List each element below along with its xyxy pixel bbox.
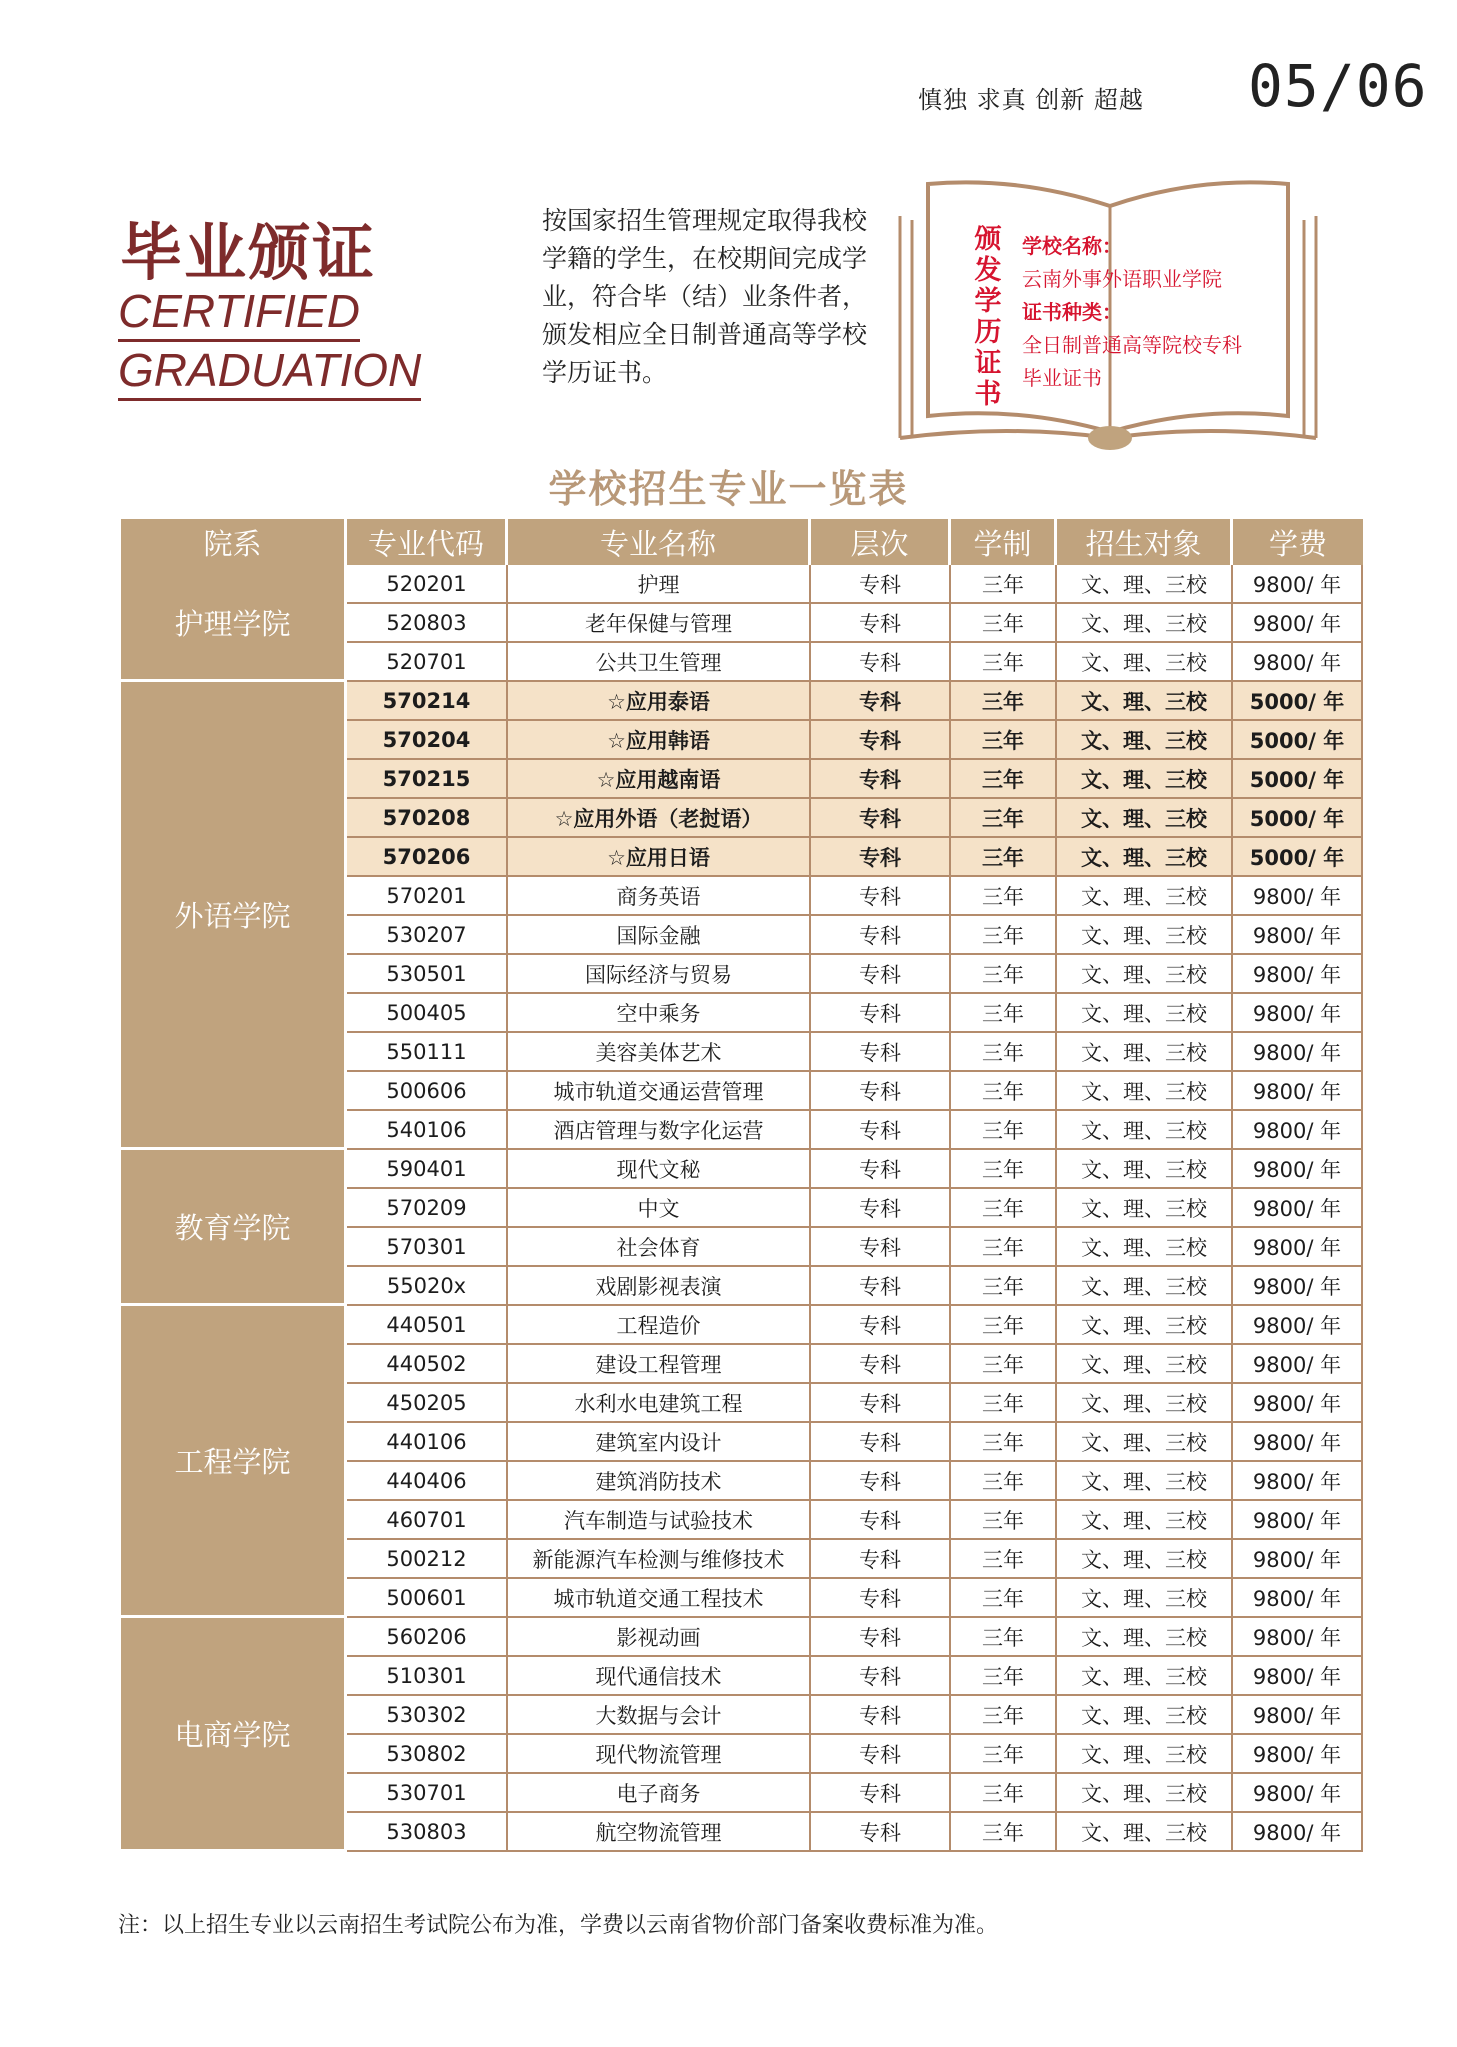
col-header-code: 专业代码 (347, 519, 508, 565)
tuition-fee-cell: 9800/ 年 (1233, 1345, 1363, 1384)
major-code-cell: 510301 (347, 1657, 508, 1696)
tuition-fee-cell: 5000/ 年 (1233, 799, 1363, 838)
tuition-fee-cell: 9800/ 年 (1233, 1150, 1363, 1189)
tuition-fee-cell: 9800/ 年 (1233, 1735, 1363, 1774)
enroll-target-cell: 文、理、三校 (1057, 799, 1233, 838)
tuition-fee-cell: 9800/ 年 (1233, 1384, 1363, 1423)
major-name-cell: 美容美体艺术 (508, 1033, 811, 1072)
major-code-cell: 570204 (347, 721, 508, 760)
duration-cell: 三年 (951, 1735, 1057, 1774)
duration-cell: 三年 (951, 604, 1057, 643)
level-cell: 专科 (811, 1813, 951, 1852)
major-code-cell: 500606 (347, 1072, 508, 1111)
table-row (121, 682, 1363, 721)
tuition-fee-cell: 9800/ 年 (1233, 1111, 1363, 1150)
enroll-target-cell: 文、理、三校 (1057, 1033, 1233, 1072)
enroll-target-cell: 文、理、三校 (1057, 1540, 1233, 1579)
col-header-major: 专业名称 (508, 519, 811, 565)
level-cell: 专科 (811, 565, 951, 604)
major-name-cell: 护理 (508, 565, 811, 604)
major-code-cell: 570215 (347, 760, 508, 799)
footnote: 注：以上招生专业以云南招生考试院公布为准，学费以云南省物价部门备案收费标准为准。 (118, 1913, 999, 1938)
enroll-target-cell: 文、理、三校 (1057, 760, 1233, 799)
duration-cell: 三年 (951, 994, 1057, 1033)
col-header-fee: 学费 (1233, 519, 1363, 565)
duration-cell: 三年 (951, 1423, 1057, 1462)
major-name-cell: 中文 (508, 1189, 811, 1228)
major-code-cell: 530802 (347, 1735, 508, 1774)
tuition-fee-cell: 9800/ 年 (1233, 1579, 1363, 1618)
tuition-fee-cell: 9800/ 年 (1233, 955, 1363, 994)
duration-cell: 三年 (951, 565, 1057, 604)
duration-cell: 三年 (951, 1657, 1057, 1696)
certificate-type-line1: 全日制普通高等院校专科 (1022, 333, 1242, 357)
tuition-fee-cell: 9800/ 年 (1233, 1501, 1363, 1540)
duration-cell: 三年 (951, 1462, 1057, 1501)
major-code-cell: 500212 (347, 1540, 508, 1579)
department-cell: 教育学院 (121, 1150, 347, 1306)
level-cell: 专科 (811, 1306, 951, 1345)
certificate-type-line2: 毕业证书 (1022, 366, 1102, 390)
table-title: 学校招生专业一览表 (548, 467, 909, 511)
intro-paragraph: 按国家招生管理规定取得我校学籍的学生，在校期间完成学业，符合毕（结）业条件者，颁发相应全日制普通高等学校学历证书。 (542, 206, 868, 387)
duration-cell: 三年 (951, 643, 1057, 682)
enroll-target-cell: 文、理、三校 (1057, 682, 1233, 721)
tuition-fee-cell: 9800/ 年 (1233, 916, 1363, 955)
major-code-cell: 440501 (347, 1306, 508, 1345)
major-code-cell: 440106 (347, 1423, 508, 1462)
major-code-cell: 570201 (347, 877, 508, 916)
certificate-book (898, 176, 1318, 452)
enroll-target-cell: 文、理、三校 (1057, 1813, 1233, 1852)
major-name-cell: 大数据与会计 (508, 1696, 811, 1735)
tuition-fee-cell: 9800/ 年 (1233, 604, 1363, 643)
tuition-fee-cell: 9800/ 年 (1233, 1033, 1363, 1072)
major-name-cell: 空中乘务 (508, 994, 811, 1033)
enroll-target-cell: 文、理、三校 (1057, 1657, 1233, 1696)
table-row (121, 1150, 1363, 1189)
tuition-fee-cell: 5000/ 年 (1233, 721, 1363, 760)
tuition-fee-cell: 9800/ 年 (1233, 1306, 1363, 1345)
level-cell: 专科 (811, 1657, 951, 1696)
enroll-target-cell: 文、理、三校 (1057, 1345, 1233, 1384)
major-name-cell: 酒店管理与数字化运营 (508, 1111, 811, 1150)
duration-cell: 三年 (951, 1189, 1057, 1228)
table-header-row (121, 519, 1363, 565)
level-cell: 专科 (811, 1540, 951, 1579)
certificate-type-label: 证书种类： (1022, 300, 1122, 324)
duration-cell: 三年 (951, 1150, 1057, 1189)
enroll-target-cell: 文、理、三校 (1057, 1384, 1233, 1423)
enroll-target-cell: 文、理、三校 (1057, 565, 1233, 604)
enroll-target-cell: 文、理、三校 (1057, 1735, 1233, 1774)
duration-cell: 三年 (951, 1072, 1057, 1111)
page-number: 05/06 (1248, 52, 1428, 120)
level-cell: 专科 (811, 916, 951, 955)
section-title-en-line2: GRADUATION (118, 342, 421, 401)
duration-cell: 三年 (951, 1111, 1057, 1150)
major-name-cell: ☆应用韩语 (508, 721, 811, 760)
level-cell: 专科 (811, 1072, 951, 1111)
major-name-cell: ☆应用外语（老挝语） (508, 799, 811, 838)
level-cell: 专科 (811, 1189, 951, 1228)
duration-cell: 三年 (951, 916, 1057, 955)
major-name-cell: 水利水电建筑工程 (508, 1384, 811, 1423)
level-cell: 专科 (811, 955, 951, 994)
col-header-target: 招生对象 (1057, 519, 1233, 565)
duration-cell: 三年 (951, 1384, 1057, 1423)
major-code-cell: 500405 (347, 994, 508, 1033)
duration-cell: 三年 (951, 799, 1057, 838)
major-name-cell: 现代文秘 (508, 1150, 811, 1189)
tuition-fee-cell: 9800/ 年 (1233, 1813, 1363, 1852)
level-cell: 专科 (811, 1735, 951, 1774)
major-code-cell: 440406 (347, 1462, 508, 1501)
major-name-cell: 城市轨道交通工程技术 (508, 1579, 811, 1618)
tuition-fee-cell: 9800/ 年 (1233, 1657, 1363, 1696)
major-name-cell: 国际金融 (508, 916, 811, 955)
enroll-target-cell: 文、理、三校 (1057, 877, 1233, 916)
department-cell: 工程学院 (121, 1306, 347, 1618)
major-code-cell: 570206 (347, 838, 508, 877)
major-code-cell: 530803 (347, 1813, 508, 1852)
level-cell: 专科 (811, 877, 951, 916)
enroll-target-cell: 文、理、三校 (1057, 1189, 1233, 1228)
level-cell: 专科 (811, 1033, 951, 1072)
level-cell: 专科 (811, 604, 951, 643)
major-name-cell: 国际经济与贸易 (508, 955, 811, 994)
major-code-cell: 570208 (347, 799, 508, 838)
majors-table (121, 519, 1363, 1852)
motto: 慎独 求真 创新 超越 (918, 86, 1144, 114)
duration-cell: 三年 (951, 838, 1057, 877)
major-code-cell: 530701 (347, 1774, 508, 1813)
col-header-department: 院系 (121, 519, 347, 565)
enroll-target-cell: 文、理、三校 (1057, 1618, 1233, 1657)
duration-cell: 三年 (951, 1345, 1057, 1384)
enroll-target-cell: 文、理、三校 (1057, 1462, 1233, 1501)
enroll-target-cell: 文、理、三校 (1057, 955, 1233, 994)
major-code-cell: 560206 (347, 1618, 508, 1657)
tuition-fee-cell: 9800/ 年 (1233, 994, 1363, 1033)
tuition-fee-cell: 9800/ 年 (1233, 565, 1363, 604)
tuition-fee-cell: 9800/ 年 (1233, 1696, 1363, 1735)
department-cell: 外语学院 (121, 682, 347, 1150)
level-cell: 专科 (811, 1462, 951, 1501)
major-name-cell: 影视动画 (508, 1618, 811, 1657)
duration-cell: 三年 (951, 721, 1057, 760)
level-cell: 专科 (811, 1267, 951, 1306)
major-name-cell: 现代物流管理 (508, 1735, 811, 1774)
level-cell: 专科 (811, 994, 951, 1033)
duration-cell: 三年 (951, 1618, 1057, 1657)
major-name-cell: 建筑消防技术 (508, 1462, 811, 1501)
major-name-cell: 社会体育 (508, 1228, 811, 1267)
duration-cell: 三年 (951, 1774, 1057, 1813)
major-code-cell: 460701 (347, 1501, 508, 1540)
enroll-target-cell: 文、理、三校 (1057, 721, 1233, 760)
enroll-target-cell: 文、理、三校 (1057, 838, 1233, 877)
major-code-cell: 550111 (347, 1033, 508, 1072)
major-code-cell: 520201 (347, 565, 508, 604)
tuition-fee-cell: 5000/ 年 (1233, 838, 1363, 877)
level-cell: 专科 (811, 760, 951, 799)
duration-cell: 三年 (951, 1501, 1057, 1540)
level-cell: 专科 (811, 1423, 951, 1462)
enroll-target-cell: 文、理、三校 (1057, 1072, 1233, 1111)
department-cell: 护理学院 (121, 565, 347, 682)
level-cell: 专科 (811, 1696, 951, 1735)
tuition-fee-cell: 9800/ 年 (1233, 1774, 1363, 1813)
level-cell: 专科 (811, 1228, 951, 1267)
duration-cell: 三年 (951, 877, 1057, 916)
major-code-cell: 520701 (347, 643, 508, 682)
school-name-label: 学校名称： (1022, 234, 1122, 258)
level-cell: 专科 (811, 721, 951, 760)
enroll-target-cell: 文、理、三校 (1057, 1267, 1233, 1306)
major-name-cell: ☆应用越南语 (508, 760, 811, 799)
enroll-target-cell: 文、理、三校 (1057, 1423, 1233, 1462)
section-title-en (118, 283, 421, 401)
tuition-fee-cell: 9800/ 年 (1233, 1267, 1363, 1306)
duration-cell: 三年 (951, 1033, 1057, 1072)
tuition-fee-cell: 9800/ 年 (1233, 1072, 1363, 1111)
section-title-en-line1: CERTIFIED (118, 283, 360, 342)
table-row (121, 1306, 1363, 1345)
major-code-cell: 500601 (347, 1579, 508, 1618)
major-name-cell: ☆应用泰语 (508, 682, 811, 721)
duration-cell: 三年 (951, 760, 1057, 799)
tuition-fee-cell: 9800/ 年 (1233, 1228, 1363, 1267)
level-cell: 专科 (811, 682, 951, 721)
major-name-cell: 公共卫生管理 (508, 643, 811, 682)
duration-cell: 三年 (951, 1267, 1057, 1306)
major-code-cell: 450205 (347, 1384, 508, 1423)
table-row (121, 565, 1363, 604)
level-cell: 专科 (811, 1501, 951, 1540)
major-code-cell: 55020x (347, 1267, 508, 1306)
major-name-cell: 现代通信技术 (508, 1657, 811, 1696)
level-cell: 专科 (811, 1345, 951, 1384)
major-code-cell: 570301 (347, 1228, 508, 1267)
enroll-target-cell: 文、理、三校 (1057, 916, 1233, 955)
major-name-cell: 电子商务 (508, 1774, 811, 1813)
major-name-cell: 汽车制造与试验技术 (508, 1501, 811, 1540)
major-name-cell: 商务英语 (508, 877, 811, 916)
major-code-cell: 590401 (347, 1150, 508, 1189)
level-cell: 专科 (811, 1774, 951, 1813)
tuition-fee-cell: 9800/ 年 (1233, 1540, 1363, 1579)
enroll-target-cell: 文、理、三校 (1057, 994, 1233, 1033)
major-name-cell: 建筑室内设计 (508, 1423, 811, 1462)
table-row (121, 1618, 1363, 1657)
tuition-fee-cell: 9800/ 年 (1233, 1423, 1363, 1462)
duration-cell: 三年 (951, 1813, 1057, 1852)
enroll-target-cell: 文、理、三校 (1057, 604, 1233, 643)
major-name-cell: 航空物流管理 (508, 1813, 811, 1852)
major-code-cell: 530207 (347, 916, 508, 955)
certificate-info (1022, 230, 1242, 395)
level-cell: 专科 (811, 643, 951, 682)
major-code-cell: 570209 (347, 1189, 508, 1228)
level-cell: 专科 (811, 1579, 951, 1618)
major-code-cell: 520803 (347, 604, 508, 643)
tuition-fee-cell: 5000/ 年 (1233, 682, 1363, 721)
department-cell: 电商学院 (121, 1618, 347, 1852)
major-code-cell: 540106 (347, 1111, 508, 1150)
enroll-target-cell: 文、理、三校 (1057, 1111, 1233, 1150)
tuition-fee-cell: 9800/ 年 (1233, 877, 1363, 916)
major-name-cell: 建设工程管理 (508, 1345, 811, 1384)
major-name-cell: 工程造价 (508, 1306, 811, 1345)
tuition-fee-cell: 5000/ 年 (1233, 760, 1363, 799)
table-body (121, 565, 1363, 1852)
major-name-cell: 老年保健与管理 (508, 604, 811, 643)
school-name: 云南外事外语职业学院 (1022, 267, 1222, 291)
level-cell: 专科 (811, 1150, 951, 1189)
major-code-cell: 530501 (347, 955, 508, 994)
enroll-target-cell: 文、理、三校 (1057, 1774, 1233, 1813)
duration-cell: 三年 (951, 1540, 1057, 1579)
certificate-vertical-title: 颁发学历证书 (974, 224, 1002, 410)
tuition-fee-cell: 9800/ 年 (1233, 1189, 1363, 1228)
enroll-target-cell: 文、理、三校 (1057, 1150, 1233, 1189)
major-code-cell: 530302 (347, 1696, 508, 1735)
duration-cell: 三年 (951, 1696, 1057, 1735)
enroll-target-cell: 文、理、三校 (1057, 1306, 1233, 1345)
major-code-cell: 440502 (347, 1345, 508, 1384)
level-cell: 专科 (811, 799, 951, 838)
level-cell: 专科 (811, 838, 951, 877)
enroll-target-cell: 文、理、三校 (1057, 643, 1233, 682)
enroll-target-cell: 文、理、三校 (1057, 1579, 1233, 1618)
duration-cell: 三年 (951, 1228, 1057, 1267)
duration-cell: 三年 (951, 1579, 1057, 1618)
major-name-cell: 新能源汽车检测与维修技术 (508, 1540, 811, 1579)
tuition-fee-cell: 9800/ 年 (1233, 1618, 1363, 1657)
col-header-duration: 学制 (951, 519, 1057, 565)
col-header-level: 层次 (811, 519, 951, 565)
tuition-fee-cell: 9800/ 年 (1233, 1462, 1363, 1501)
level-cell: 专科 (811, 1384, 951, 1423)
major-name-cell: ☆应用日语 (508, 838, 811, 877)
duration-cell: 三年 (951, 1306, 1057, 1345)
level-cell: 专科 (811, 1618, 951, 1657)
major-code-cell: 570214 (347, 682, 508, 721)
major-name-cell: 城市轨道交通运营管理 (508, 1072, 811, 1111)
level-cell: 专科 (811, 1111, 951, 1150)
duration-cell: 三年 (951, 682, 1057, 721)
tuition-fee-cell: 9800/ 年 (1233, 643, 1363, 682)
major-name-cell: 戏剧影视表演 (508, 1267, 811, 1306)
enroll-target-cell: 文、理、三校 (1057, 1228, 1233, 1267)
enroll-target-cell: 文、理、三校 (1057, 1501, 1233, 1540)
enroll-target-cell: 文、理、三校 (1057, 1696, 1233, 1735)
duration-cell: 三年 (951, 955, 1057, 994)
section-title: 毕业颁证 (120, 216, 377, 289)
